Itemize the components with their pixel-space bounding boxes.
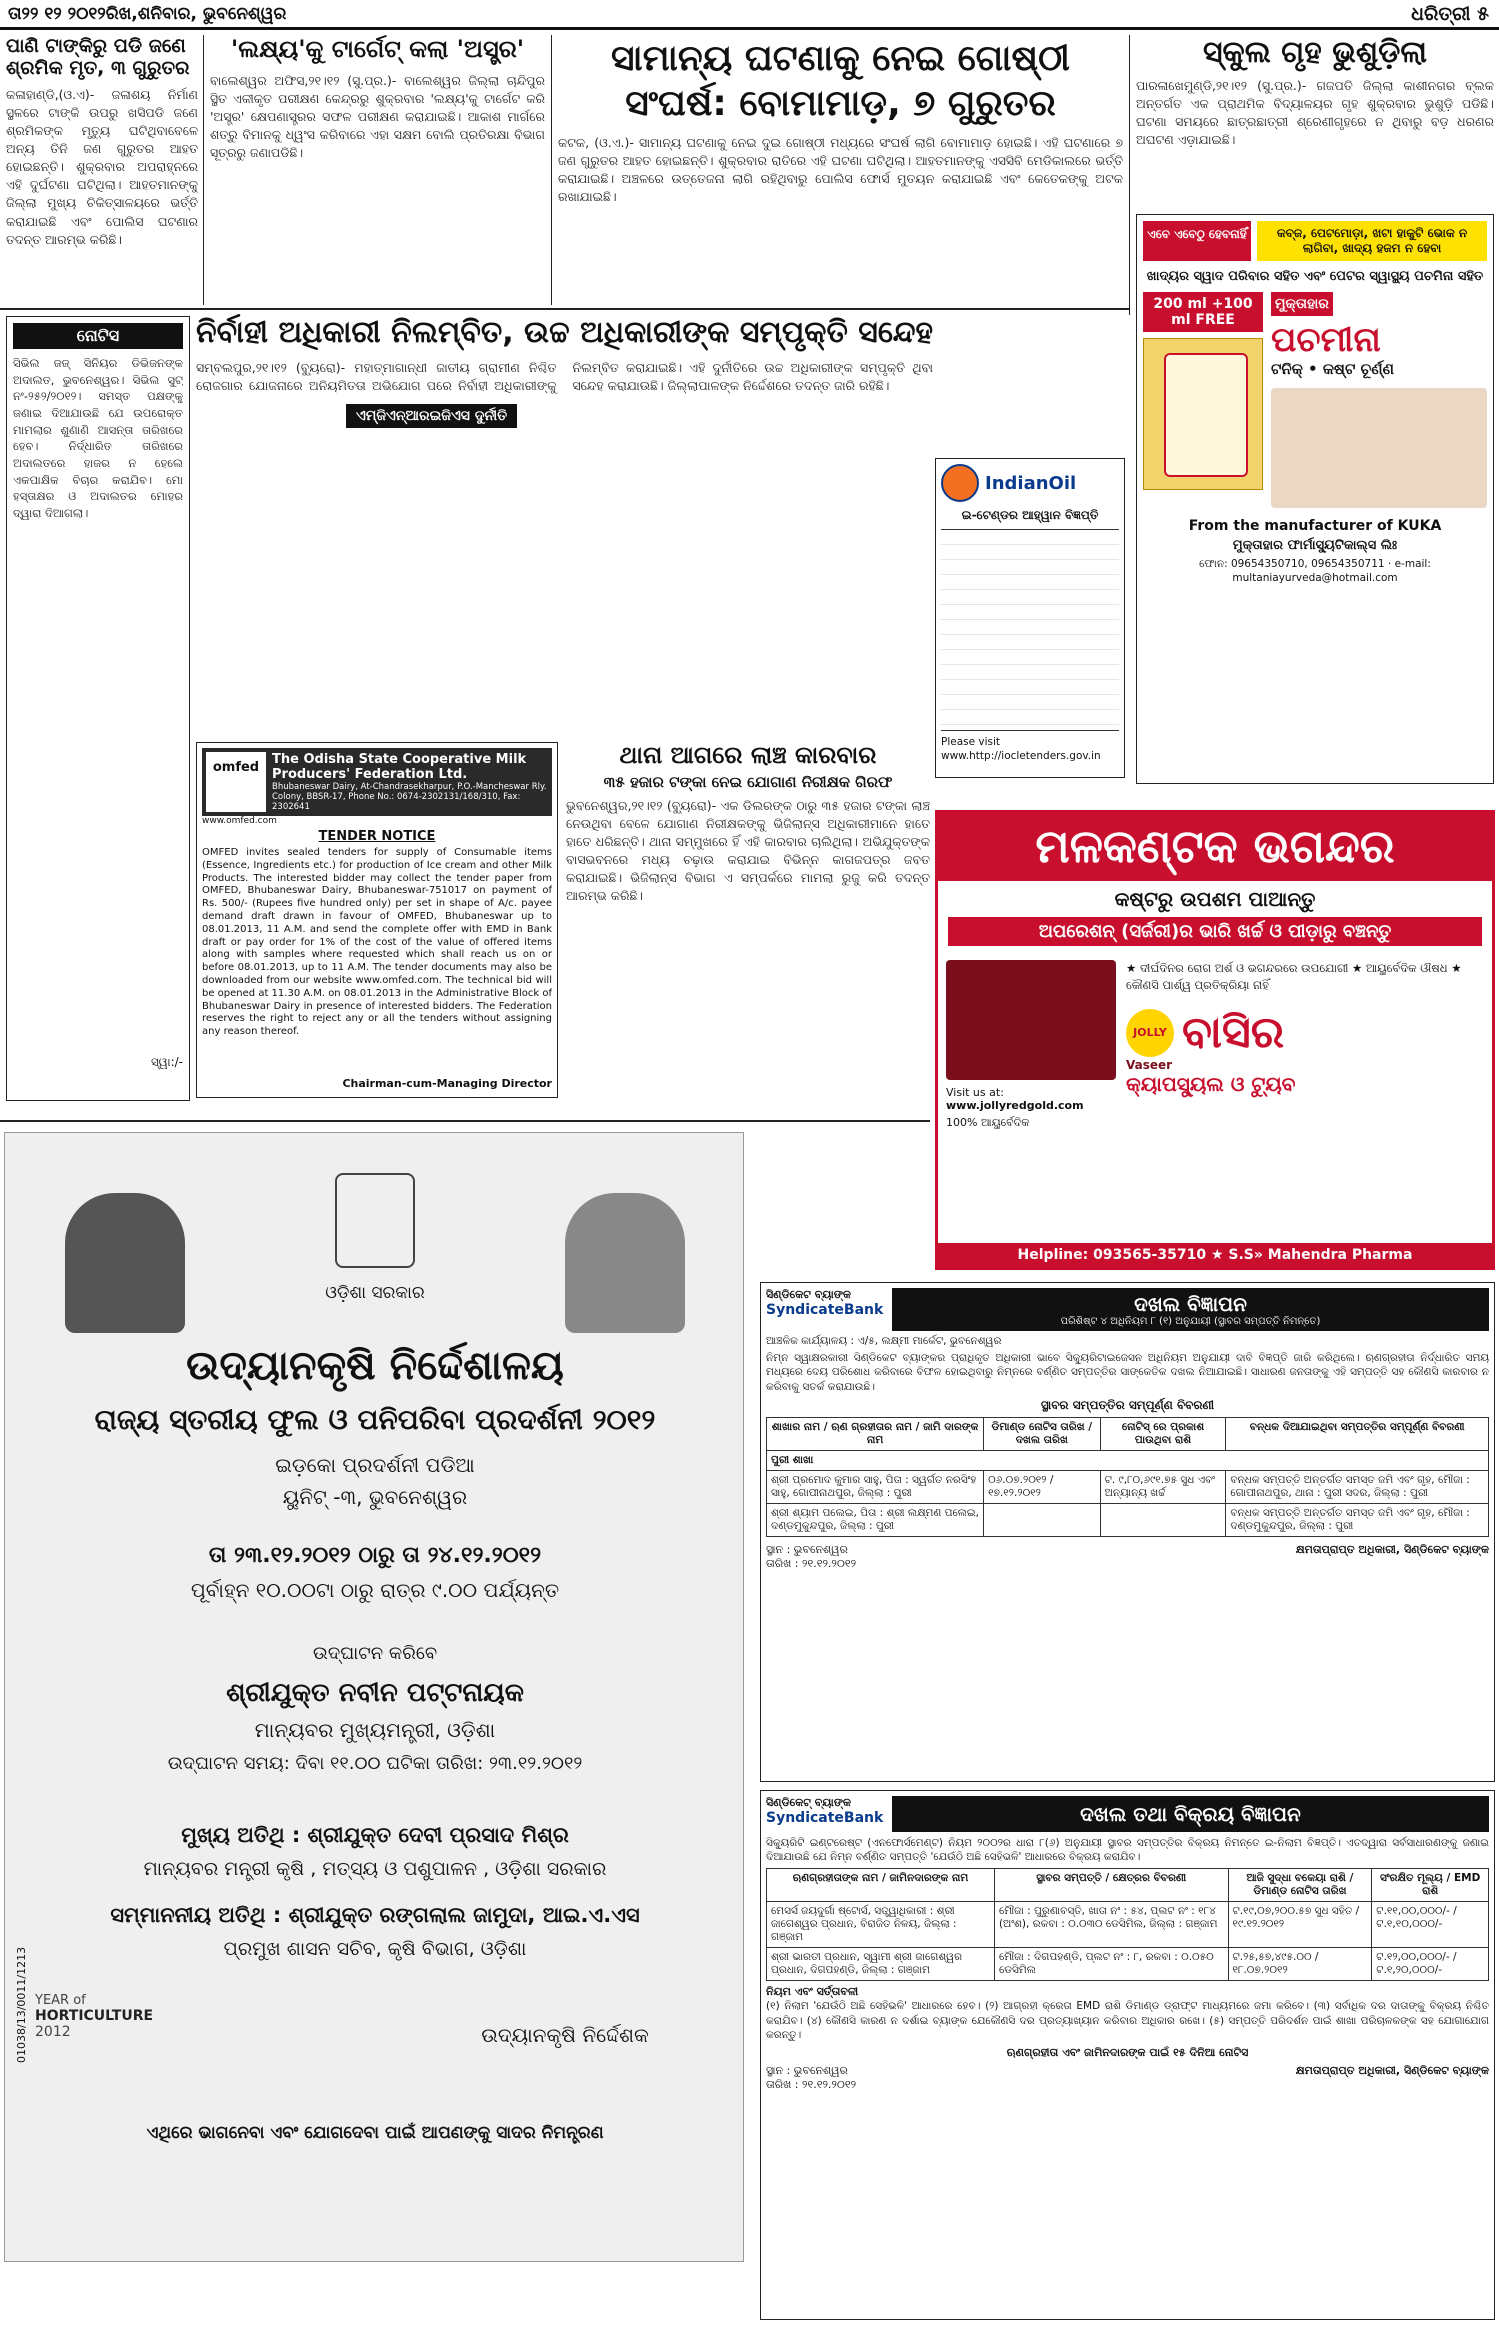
syndicate-possession-notice [760,1282,1495,1782]
headline: ନିର୍ବାହୀ ଅଧିକାରୀ ନିଲମ୍ବିତ, ଉଚ୍ଚ ଅଧିକାରୀଙ୍କ ସମ୍ପୃକ୍ତି ସନ୍ଦେହ [196,315,934,350]
subhead: ୩୫ ହଜାର ଟଙ୍କା ନେଇ ଯୋଗାଣ ନିରୀକ୍ଷକ ଗିରଫ [603,772,893,791]
site: www.jollyredgold.com [946,1099,1084,1112]
indianoil-ad [935,458,1125,778]
date: ତାରିଖ : ୨୧.୧୨.୨୦୧୨ [766,2077,857,2091]
cell: ଟ. ୯,୮୦,୬୯୧.୭୫ ସୁଧ ଏବଂ ଅନ୍ୟାନ୍ୟ ଖର୍ଚ୍ଚ [1100,1470,1226,1503]
property-table [766,1417,1489,1537]
section-label: ଧରିତ୍ରୀ ୫ [1411,3,1489,25]
ad-line2: ଅପରେଶନ୍ (ସର୍ଜରୀ)ର ଭାରି ଖର୍ଚ୍ଚ ଓ ପୀଡ଼ାରୁ ବଞ୍ଚନ୍ତୁ [948,917,1482,946]
cell [1100,1503,1226,1536]
product-box [946,960,1116,1080]
ad-chief-post: ମାନ୍ୟବର ମନ୍ତ୍ରୀ କୃଷି , ମତ୍ସ୍ୟ ଓ ପଶୁପାଳନ , ଓଡ଼ିଶା ସରକାର [143,1858,607,1880]
omfed-address: Bhubaneswar Dairy, At-Chandrasekharpur, P.O.-Mancheswar Rly. Colony, BBSR-17, Phone No.: 0674-2302131/168/310, Fax: 2302641 [272,782,547,812]
notice-title: ଦଖଲ ବିଜ୍ଞାପନ [1134,1292,1247,1316]
column-rule [203,35,204,305]
story-school [1136,36,1494,211]
branch-name: ପୁରୀ ଶାଖା [767,1450,1489,1470]
terms-heading: ନିୟମ ଏବଂ ସର୍ତ୍ତାବଳୀ [766,1985,859,1999]
story-body: କଳାହାଣ୍ଡି,(ଓ.ଏ)- ଜଳାଶୟ ନିର୍ମାଣ ସ୍ଥଳରେ ଟାଙ୍କି ଉପରୁ ଖସିପଡି ଜଣେ ଶ୍ରମିକଙ୍କ ମୃତ୍ୟୁ ଘଟିଥିବାବେଳେ ଅନ୍ୟ ତିନି ଜଣ ଗୁରୁତର ଆହତ ହୋଇଛନ୍ତି। ଶୁକ୍ରବାର ଅପରାହ୍ନରେ ଏହି ଦୁର୍ଘଟଣା ଘଟିଥିଲା। ଆହତମାନଙ୍କୁ ଜିଲ୍ଲା ମୁଖ୍ୟ ଚିକିତ୍ସାଳୟରେ ଭର୍ତ୍ତି କରାଯାଇଛି ଏବଂ ପୋଲିସ ଘଟଣାର ତଦନ୍ତ ଆରମ୍ଭ କରିଛି। [6,86,198,247]
table-row [767,1902,1489,1948]
story-body: ବାଲେଶ୍ୱର ଅଫିସ,୨୧।୧୨ (ସୁ.ପ୍ର.)- ବାଲେଶ୍ୱର ଜିଲ୍ଲା ଚାନ୍ଦିପୁର ସ୍ଥିତ ଏକୀକୃତ ପରୀକ୍ଷଣ କେନ୍ଦ୍ରରୁ ଶୁକ୍ରବାର 'ଲକ୍ଷ୍ୟ'କୁ ଟାର୍ଗେଟ କରି 'ଅସ୍ତ୍ର' କ୍ଷେପଣାସ୍ତ୍ରର ସଫଳ ପରୀକ୍ଷଣ କରାଯାଇଛି। ଆକାଶ ମାର୍ଗରେ ଶତ୍ରୁ ବିମାନକୁ ଧ୍ୱଂସ କରିବାରେ ଏହା ସକ୍ଷମ ବୋଲି ପ୍ରତିରକ୍ଷା ବିଭାଗ ସୂତ୍ରରୁ ଜଣାପଡିଛି। [210,72,545,161]
govt-label: ଓଡ଼ିଶା ସରକାର [325,1283,425,1303]
column-rule [551,35,552,305]
cell: ବନ୍ଧକ ସମ୍ପତ୍ତି ଅନ୍ତର୍ଗତ ସମସ୍ତ ଜମି ଏବଂ ଗୃହ, ମୌଜା : ଗୋପୀନାଥପୁର, ଥାନା : ପୁରୀ ସଦର, ଜିଲ୍ଲା : ପୁରୀ [1226,1470,1489,1503]
ad-sub: ଖାଦ୍ୟର ସ୍ୱାଦ ପରିବାର ସହିତ ଏବଂ ପେଟର ସ୍ୱାସ୍ଥ୍ୟ ପଚମିନା ସହିତ [1146,269,1484,284]
headline: 'ଲକ୍ଷ୍ୟ'କୁ ଟାର୍ଗେଟ୍ କଲା 'ଅସ୍ତ୍ର' [230,35,525,63]
notice-title: ନୋଟିସ [13,323,183,349]
cell [984,1503,1100,1536]
indianoil-note: Please visit www.http://iocletenders.gov.in [941,736,1101,763]
ad-inaug-post: ମାନ୍ୟବର ମୁଖ୍ୟମନ୍ତ୍ରୀ, ଓଡ଼ିଶା [254,1718,496,1742]
ad-contact: ଫୋନ: 09654350710, 09654350711 · e-mail: multaniayurveda@hotmail.com [1199,558,1431,585]
ad-product-sub: ଟନିକ୍ • କଷ୍ଟ ଚୂର୍ଣ୍ଣ [1271,360,1394,378]
col-header: ଋଣଗ୍ରହୀତାଙ୍କ ନାମ / ଜାମିନଦାରଙ୍କ ନାମ [767,1869,995,1902]
ad-invite: ଏଥିରେ ଭାଗନେବା ଏବଂ ଯୋଗଦେବା ପାଇଁ ଆପଣଙ୍କୁ ସାଦର ନିମନ୍ତ୍ରଣ [146,2123,604,2143]
story-bribe [566,742,930,1172]
indianoil-title: ଇ-ଟେଣ୍ଡର ଆହ୍ୱାନ ବିଜ୍ଞପ୍ତି [961,508,1099,522]
omfed-name: The Odisha State Cooperative Milk Producers' Federation Ltd. [272,752,527,782]
ad-code: 01038/13/0011/1213 [15,1946,28,2063]
story-body: ଭୁବନେଶ୍ୱର,୨୧।୧୨ (ବ୍ୟୁରୋ)- ଏକ ଡିଲରଙ୍କ ଠାରୁ ୩୫ ହଜାର ଟଙ୍କା ଲାଞ୍ଚ ନେଉଥିବା ବେଳେ ଯୋଗାଣ ନିରୀକ୍ଷକଙ୍କୁ ଭିଜିଲାନ୍ସ ଅଧିକାରୀମାନେ ହାତେ ହାତେ ଧରିଛନ୍ତି। ଥାନା ସମ୍ମୁଖରେ ହିଁ ଏହି କାରବାର ଚାଲିଥିଲା। ଅଭିଯୁକ୍ତଙ୍କ ବାସଭବନରେ ମଧ୍ୟ ଚଢ଼ାଉ କରାଯାଇ ବିଭିନ୍ନ କାଗଜପତ୍ର ଜବତ କରାଯାଇଛି। ଭିଜିଲାନ୍ସ ବିଭାଗ ଏ ସମ୍ପର୍କରେ ମାମଲା ରୁଜୁ କରି ତଦନ୍ତ ଆରମ୍ଭ କରିଛି। [566,797,930,904]
cell: ମୌଜା : ପୁରୁଣାବସ୍ତି, ଖାତା ନଂ : ୫୪, ପ୍ଲଟ ନଂ : ୧୮୪ (ଅଂଶ), ରକବା : ୦.୦୩୦ ଡେସିମିଲ, ଜିଲ୍ଲା : ଗଞ୍ଜାମ [994,1902,1228,1948]
tender-table [941,529,1119,731]
guarantee: 100% ଆୟୁର୍ବେଦିକ [946,1116,1030,1129]
cell: ଶ୍ରୀ ଭାରତୀ ପ୍ରଧାନ, ସ୍ୱାମୀ ଶ୍ରୀ ଜାଗେଶ୍ୱର ପ୍ରଧାନ, ଦିଗପହଣ୍ଡି, ଜିଲ୍ଲା : ଗଞ୍ଜାମ [767,1948,995,1981]
place: ସ୍ଥାନ : ଭୁବନେଶ୍ୱର [766,2063,848,2077]
site-label: Visit us at: [946,1086,1004,1099]
table-row [767,1948,1489,1981]
ad-director: ଉଦ୍ୟାନକୃଷି ନିର୍ଦ୍ଦେଶକ [481,2023,649,2047]
table-header-row [767,1869,1489,1902]
omfed-signoff: Chairman-cum-Managing Director [342,1077,552,1090]
story-water-tank [6,36,198,301]
bhagandar-ad [935,810,1495,1270]
cell: ଟ.୨୫,୫୭,୪୯୫.୦୦ / ୧୮.୦୭.୨୦୧୨ [1228,1948,1372,1981]
year-horticulture-logo [35,1993,165,2083]
ad-points: ★ ଦୀର୍ଘଦିନର ରୋଗ ଅର୍ଶ ଓ ଭଗନ୍ଦରରେ ଉପଯୋଗୀ ★ ଆୟୁର୍ବେଦିକ ଔଷଧ ★ କୌଣସି ପାର୍ଶ୍ୱ ପ୍ରତିକ୍ରିୟା ନାହିଁ [1126,961,1462,992]
notice-sign: ସ୍ୱା:/- [150,1055,183,1069]
divider [0,1120,930,1122]
ad-tagline: କବ୍ଜ, ପେଟମୋଡ଼ା, ଖଟା ହାକୁଟି ଭୋକ ନ ଲାଗିବା, ଖାଦ୍ୟ ହଜମ ନ ହେବା [1257,221,1487,261]
product-bottle [1143,338,1263,490]
pachmeena-ad [1136,214,1494,784]
emblem-icon [335,1173,415,1268]
col-header: ସଂରକ୍ଷିତ ମୂଲ୍ୟ / EMD ରାଶି [1372,1869,1489,1902]
ad-helpline: Helpline: 093565-35710 ★ S.S» Mahendra Pharma [938,1243,1492,1267]
page-header [0,0,1499,30]
date: ତାରିଖ : ୨୧.୧୨.୨୦୧୨ [766,1556,857,1570]
ad-venue1: ଇଡ଼କୋ ପ୍ରଦର୍ଶନୀ ପଡିଆ [275,1453,475,1477]
bank-name-en: SyndicateBank [766,1302,884,1318]
table-heading: ସ୍ଥାବର ସମ୍ପତ୍ତିର ସମ୍ପୂର୍ଣ୍ଣ ବିବରଣୀ [1040,1397,1215,1412]
officer: କ୍ଷମତାପ୍ରାପ୍ତ ଅଧିକାରୀ, ସିଣ୍ଡିକେଟ ବ୍ୟାଙ୍କ [1295,2063,1489,2077]
ad-dates: ତା ୨୩.୧୨.୨୦୧୨ ଠାରୁ ତା ୨୪.୧୨.୨୦୧୨ [208,1543,542,1568]
portrait-cm [565,1193,685,1333]
ad-inaug-label: ଉଦ୍‌ଘାଟନ କରିବେ [312,1643,438,1664]
col-header: ଶାଖାର ନାମ / ଋଣ ଗ୍ରହୀତାର ନାମ / ଜାମି ଦାରଙ୍କ ନାମ [767,1417,984,1450]
table-header-row [767,1417,1489,1450]
indianoil-brand: IndianOil [985,472,1077,494]
notice-intro: ନିମ୍ନ ସ୍ୱାକ୍ଷରକାରୀ ସିଣ୍ଡିକେଟ ବ୍ୟାଙ୍କର ପ୍ରାଧିକୃତ ଅଧିକାରୀ ଭାବେ ସିକ୍ୟୁରିଟାଇଜେସନ ଅଧିନିୟମ ଅନୁଯାୟୀ ଦାବି ବିଜ୍ଞପ୍ତି ଜାରି କରିଥିଲେ। ଋଣଗ୍ରହୀତା ନିର୍ଦ୍ଧାରିତ ସମୟ ମଧ୍ୟରେ ଦେୟ ପରିଶୋଧ କରିବାରେ ବିଫଳ ହୋଇଥିବାରୁ ନିମ୍ନରେ ବର୍ଣ୍ଣିତ ସମ୍ପତ୍ତିର ସାଙ୍କେତିକ ଦଖଲ ନିଆଯାଇଛି। ସାଧାରଣ ଜନତାଙ୍କୁ ଏହି ସମ୍ପତ୍ତି ସହ କୌଣସି କାରବାର ନ କରିବାକୁ ସତର୍କ କରାଯାଉଛି। [766,1352,1489,1393]
dateline: ତା୨୨ ୧୨ ୨୦୧୨ରିଖ,ଶନିବାର, ଭୁବନେଶ୍ୱର [8,4,287,24]
branch-row [767,1450,1489,1470]
ad-product-sub: କ୍ୟାପସ୍ୟୁଲ ଓ ଟ୍ୟୁବ [1126,1072,1296,1097]
portrait-minister [65,1193,185,1333]
ad-brand: ବାସିର [1182,1007,1285,1059]
notice-intro: ସିକ୍ୟୁରିଟି ଇଣ୍ଟରେଷ୍ଟ (ଏନଫୋର୍ସମେଣ୍ଟ) ନିୟମ ୨୦୦୨ର ଧାରା ୮(୬) ଅନୁଯାୟୀ ସ୍ଥାବର ସମ୍ପତ୍ତିର ବିକ୍ରୟ ନିମନ୍ତେ ଇ-ନିଲାମ ବିଜ୍ଞପ୍ତି। ଏତଦ୍ୱାରା ସର୍ବସାଧାରଣଙ୍କୁ ଜଣାଇ ଦିଆଯାଉଛି ଯେ ନିମ୍ନ ବର୍ଣ୍ଣିତ ସମ୍ପତ୍ତି 'ଯେଉଁଠି ଅଛି ସେହିଭଳି' ଆଧାରରେ ବିକ୍ରୟ କରାଯିବ। [766,1837,1489,1864]
omfed-notice-body: OMFED invites sealed tenders for supply of Consumable items (Essence, Ingredients etc.) for production of Ice cream and other Milk Products. The interested bidder may collect the tender paper from OMFED, Bhubaneswar Dairy, Bhubaneswar-751017 on payment of Rs. 500/- (Rupees five hundred only) per set in shape of A/c. payee demand draft drawn in favour of OMFED, Bhubaneswar up to 08.01.2013, 11 A.M. and send the complete offer with EMD in Bank draft or pay order for 1% of the cost of the value of offered items along with samples where requested which shall reach us on or before 08.01.2013, up to 11 A.M. The tender documents may also be downloaded from our website www.omfed.com. The technical bid will be opened at 11.30 A.M. on 08.01.2013 in the Administrative Block of Bhubaneswar Dairy in presence of interested bidders. The Federation reserves the right to reject any or all the tenders without assigning any reason thereof. [202,847,552,1038]
divider [0,308,1130,310]
story-tag: ଏମ୍‌ଜିଏନ୍‌ଆରଇଜିଏସ ଦୁର୍ନୀତି [346,404,517,428]
col-header: ଆଜି ସୁଦ୍ଧା ବକେୟା ରାଶି / ଡିମାଣ୍ଡ ନୋଟିସ ତାରିଖ [1228,1869,1372,1902]
officer: କ୍ଷମତାପ୍ରାପ୍ତ ଅଧିକାରୀ, ସିଣ୍ଡିକେଟ ବ୍ୟାଙ୍କ [1295,1542,1489,1556]
bank-name-en: SyndicateBank [766,1810,884,1826]
ad-offer: 200 ml +100 ml FREE [1143,292,1263,332]
bank-office: ଆଞ୍ଚଳିକ କାର୍ଯ୍ୟାଳୟ : ଏ/୫, ଲକ୍ଷ୍ମୀ ମାର୍କେଟ, ଭୁବନେଶ୍ୱର [766,1335,1002,1347]
column-rule [1129,35,1130,315]
bank-name-or: ସିଣ୍ଡିକେଟ ବ୍ୟାଙ୍କ [766,1288,852,1301]
bank-name-or: ସିଣ୍ଡିକେଟ୍ ବ୍ୟାଙ୍କ [766,1796,852,1809]
story-body: ସମ୍ବଲପୁର,୨୧।୧୨ (ବ୍ୟୁରୋ)- ମହାତ୍ମାଗାନ୍ଧୀ ଜାତୀୟ ଗ୍ରାମୀଣ ନିଶ୍ଚିତ ରୋଜଗାର ଯୋଜନାରେ ଅନିୟମିତତା ଅଭିଯୋଗ ପରେ ନିର୍ବାହୀ ଅଧିକାରୀଙ୍କୁ ନିଲମ୍ବିତ କରାଯାଇଛି। ଏହି ଦୁର୍ନୀତିରେ ଉଚ୍ଚ ଅଧିକାରୀଙ୍କ ସମ୍ପୃକ୍ତି ଥିବା ସନ୍ଦେହ କରାଯାଉଛି। ଜିଲ୍ଲାପାଳଙ୍କ ନିର୍ଦ୍ଦେଶରେ ତଦନ୍ତ ଜାରି ରହିଛି। [196,359,933,393]
syndicate-sale-notice [760,1790,1495,2320]
ad-guest: ସମ୍ମାନନୀୟ ଅତିଥି : ଶ୍ରୀଯୁକ୍ତ ରଙ୍ଗଲାଲ ଜାମୁଦା, ଆଇ.ଏ.ଏସ [110,1903,640,1927]
headline: ପାଣି ଟାଙ୍କିରୁ ପଡି ଜଣେ ଶ୍ରମିକ ମୃତ, ୩ ଗୁରୁତର [6,35,190,79]
cell: ଟ.୧୨,୦୦,୦୦୦/- / ଟ.୧,୨୦,୦୦୦/- [1372,1948,1489,1981]
col-header: ବନ୍ଧକ ଦିଆଯାଇଥିବା ସମ୍ପତ୍ତିର ସମ୍ପୂର୍ଣ୍ଣ ବିବରଣୀ [1226,1417,1489,1450]
ad-top: ଏବେ ଏବେଠୁ ହେବନାହିଁ [1143,221,1251,261]
cell: ଟ.୧୯,୦୭,୨୦୦.୫୭ ସୁଧ ସହିତ / ୧୯.୧୨.୨୦୧୨ [1228,1902,1372,1948]
story-body: ପାରଳାଖେମୁଣ୍ଡି,୨୧।୧୨ (ସୁ.ପ୍ର.)- ଗଜପତି ଜିଲ୍ଲା କାଶୀନଗର ବ୍ଲକ ଅନ୍ତର୍ଗତ ଏକ ପ୍ରାଥମିକ ବିଦ୍ୟାଳୟର ଗୃହ ଶୁକ୍ରବାର ଭୁଶୁଡ଼ି ପଡିଛି। ଘଟଣା ସମୟରେ ଛାତ୍ରଛାତ୍ରୀ ଶ୍ରେଣୀଗୃହରେ ନ ଥିବାରୁ ବଡ଼ ଧରଣର ଅଘଟଣ ଏଡ଼ାଯାଇଛି। [1136,77,1494,147]
ad-venue2: ୟୁନିଟ୍ -୩, ଭୁବନେଶ୍ୱର [282,1485,468,1509]
notice-subtitle: ପରିଶିଷ୍ଟ ୪ ଅଧିନିୟମ ୮ (୧) ଅନୁଯାୟୀ (ସ୍ଥାବର ସମ୍ପତ୍ତି ନିମନ୍ତେ) [1060,1316,1321,1327]
story-body: କଟକ, (ଓ.ଏ.)- ସାମାନ୍ୟ ଘଟଣାକୁ ନେଇ ଦୁଇ ଗୋଷ୍ଠୀ ମଧ୍ୟରେ ସଂଘର୍ଷ ଲାଗି ବୋମାମାଡ଼ ହୋଇଛି। ଏହି ଘଟଣାରେ ୭ ଜଣ ଗୁରୁତର ଆହତ ହୋଇଛନ୍ତି। ଶୁକ୍ରବାର ରାତିରେ ଏହି ଘଟଣା ଘଟିଥିଲା। ଆହତମାନଙ୍କୁ ଏସସିବି ମେଡିକାଲରେ ଭର୍ତ୍ତି କରାଯାଇଛି। ଅଞ୍ଚଳରେ ଉତ୍ତେଜନା ଲାଗି ରହିଥିବାରୁ ପୋଲିସ ଫୋର୍ସ ମୁତୟନ କରାଯାଇଛି ଏବଂ କେତେକଙ୍କୁ ଅଟକ ରଖାଯାଇଛି। [558,135,1123,205]
table-row [767,1503,1489,1536]
headline: ସ୍କୁଲ ଗୃହ ଭୁଶୁଡ଼ିଲା [1202,35,1428,70]
ad-product: Vaseer [1126,1058,1173,1073]
jolly-logo: JOLLY [1126,1009,1174,1057]
footer-note: ଋଣଗ୍ରହୀତା ଏବଂ ଜାମିନଦାରଙ୍କ ପାଇଁ ୧୫ ଦିନିଆ ନୋଟିସ [1006,2045,1249,2059]
cell: ବନ୍ଧକ ସମ୍ପତ୍ତି ଅନ୍ତର୍ଗତ ସମସ୍ତ ଜମି ଏବଂ ଗୃହ, ମୌଜା : ଦଣ୍ଡମୁକୁନ୍ଦପୁର, ଜିଲ୍ଲା : ପୁରୀ [1226,1503,1489,1536]
indianoil-logo-icon [941,464,979,502]
ad-title: ଉଦ୍ୟାନକୃଷି ନିର୍ଦ୍ଦେଶାଳୟ [186,1343,564,1389]
cell: ୦୬.୦୭.୨୦୧୨ / ୧୭.୧୨.୨୦୧୨ [984,1470,1100,1503]
ad-time: ପୂର୍ବାହ୍ନ ୧୦.୦୦ଟା ଠାରୁ ରାତ୍ର ୯.୦୦ ପର୍ଯ୍ୟନ୍ତ [190,1578,560,1602]
omfed-site: www.omfed.com [202,816,277,826]
ad-inaug-name: ଶ୍ରୀଯୁକ୍ତ ନବୀନ ପଟ୍ଟନାୟକ [226,1678,524,1708]
cell: ମେସର୍ସ ଜୟଦୁର୍ଗା ଷ୍ଟୋର୍ସ, ସତ୍ତ୍ୱାଧିକାରୀ : ଶ୍ରୀ ଜାଗେଶ୍ୱର ପ୍ରଧାନ, ବିରାଜିତ ନିଳୟ, ଜିଲ୍ଲା : ଗଞ୍ଜାମ [767,1902,995,1948]
ad-line1: କଷ୍ଟରୁ ଉପଶମ ପାଆନ୍ତୁ [1114,887,1316,911]
place: ସ୍ଥାନ : ଭୁବନେଶ୍ୱର [766,1542,848,1556]
ad-maker: From the manufacturer of KUKA [1188,518,1442,534]
cell: ଶ୍ରୀ ଶ୍ୟାମ ପଲେଇ, ପିତା : ଶ୍ରୀ ଲକ୍ଷ୍ମଣ ପଲେଇ, ଦଣ୍ଡମୁକୁନ୍ଦପୁର, ଜିଲ୍ଲା : ପୁରୀ [767,1503,984,1536]
cell: ଶ୍ରୀ ପ୍ରମୋଦ କୁମାର ସାହୁ, ପିତା : ସ୍ୱର୍ଗତ ନରସିଂହ ସାହୁ, ଗୋପୀନାଥପୁର, ଜିଲ୍ଲା : ପୁରୀ [767,1470,984,1503]
terms: (୧) ନିଲାମ 'ଯେଉଁଠି ଅଛି ସେହିଭଳି' ଆଧାରରେ ହେବ। (୨) ଆଗ୍ରହୀ କ୍ରେତା EMD ରାଶି ଡିମାଣ୍ଡ ଡ୍ରାଫ୍ଟ ମାଧ୍ୟମରେ ଜମା କରିବେ। (୩) ସର୍ବାଧିକ ଦର ଦାତାଙ୍କୁ ବିକ୍ରୟ ନିଶ୍ଚିତ କରାଯିବ। (୪) କୌଣସି କାରଣ ନ ଦର୍ଶାଇ ବ୍ୟାଙ୍କ ଯେକୌଣସି ଦର ପ୍ରତ୍ୟାଖ୍ୟାନ କରିବାର ଅଧିକାର ରଖେ। (୫) ସମ୍ପତ୍ତି ପରିଦର୍ଶନ ପାଇଁ ଶାଖା ପରିଚାଳକଙ୍କ ସହ ଯୋଗାଯୋଗ କରନ୍ତୁ। [766,2000,1489,2041]
omfed-notice-title: TENDER NOTICE [318,829,436,844]
horticulture-ad [4,1132,744,2262]
notice-body: ସିଭିଲ ଜଜ୍ ସିନିୟର ଡିଭିଜନଙ୍କ ଅଦାଲତ, ଭୁବନେଶ୍ୱର। ସିଭିଲ ସୁଟ୍ ନଂ-୨୫୨/୨୦୧୨। ସମସ୍ତ ପକ୍ଷଙ୍କୁ ଜଣାଇ ଦିଆଯାଉଛି ଯେ ଉପରୋକ୍ତ ମାମଲାର ଶୁଣାଣି ଆସନ୍ତା ତାରିଖରେ ହେବ। ନିର୍ଦ୍ଧାରିତ ତାରିଖରେ ଅଦାଲତରେ ହାଜର ନ ହେଲେ ଏକପାକ୍ଷିକ ବିଚାର କରାଯିବ। ମୋ ହସ୍ତାକ୍ଷର ଓ ଅଦାଲତର ମୋହର ଦ୍ୱାରା ଦିଆଗଲା। [13,356,183,521]
notice-title: ଦଖଲ ତଥା ବିକ୍ରୟ ବିଜ୍ଞାପନ [892,1796,1489,1832]
cell: ମୌଜା : ଦିଗପହଣ୍ଡି, ପ୍ଲଟ ନଂ : ୮, ରକବା : ୦.୦୫୦ ଡେସିମିଲ [994,1948,1228,1981]
ad-inaug-time: ଉଦ୍‌ଘାଟନ ସମୟ: ଦିବା ୧୧.୦୦ ଘଟିକା ତାରିଖ: ୨୩.୧୨.୨୦୧୨ [167,1753,583,1774]
col-header: ଡିମାଣ୍ଡ ନୋଟିସ ତାରିଖ / ଦଖଲ ତାରିଖ [984,1417,1100,1450]
story-suspended [196,316,933,511]
logo-line-a: YEAR of [35,1993,86,2008]
ad-product: ପଚମୀନା [1271,320,1381,360]
ad-chief: ମୁଖ୍ୟ ଅତିଥି : ଶ୍ରୀଯୁକ୍ତ ଦେବୀ ପ୍ରସାଦ ମିଶ୍ର [181,1823,569,1847]
ad-brand: ମୁକ୍ତାହାର [1271,292,1333,316]
court-notice [6,316,190,1101]
family-photo [1271,388,1487,508]
ad-guest-post: ପ୍ରମୁଖ ଶାସନ ସଚିବ, କୃଷି ବିଭାଗ, ଓଡ଼ିଶା [223,1938,527,1960]
ad-event: ରାଜ୍ୟ ସ୍ତରୀୟ ଫୁଲ ଓ ପନିପରିବା ପ୍ରଦର୍ଶନୀ ୨୦୧୨ [94,1403,656,1436]
logo-line-c: 2012 [35,2024,71,2040]
table-row [767,1470,1489,1503]
omfed-logo: omfed [206,752,266,812]
headline: ଥାନା ଆଗରେ ଲାଞ୍ଚ କାରବାର [619,741,877,769]
logo-line-b: HORTICULTURE [35,2008,154,2024]
headline: ସାମାନ୍ୟ ଘଟଣାକୁ ନେଇ ଗୋଷ୍ଠୀ ସଂଘର୍ଷ: ବୋମାମାଡ଼, ୭ ଗୁରୁତର [611,38,1070,124]
sale-table [766,1868,1489,1981]
cell: ଟ.୧୧,୦୦,୦୦୦/- / ଟ.୧,୧୦,୦୦୦/- [1372,1902,1489,1948]
ad-company: ମୁକ୍ତାହାର ଫାର୍ମାସ୍ୟୁଟିକାଲ୍ସ ଲିଃ [1232,538,1398,553]
story-missile [210,36,545,301]
col-header: ସ୍ଥାବର ସମ୍ପତ୍ତି / କ୍ଷେତ୍ରର ବିବରଣୀ [994,1869,1228,1902]
col-header: ନୋଟିସ୍ ରେ ପ୍ରକାଶ ପାଉଥିବା ରାଶି [1100,1417,1226,1450]
omfed-tender [196,742,558,1098]
ad-title: ମଳକଣ୍ଟକ ଭଗନ୍ଦର [938,813,1492,881]
